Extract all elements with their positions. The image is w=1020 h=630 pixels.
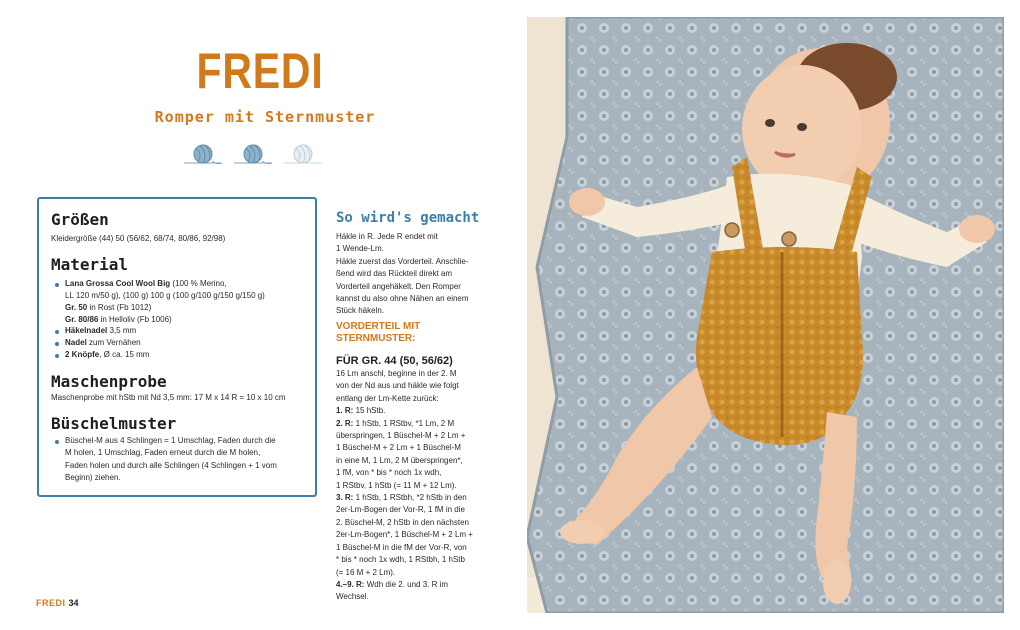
- material-item-text: 3,5 mm: [107, 326, 137, 335]
- bueschelmuster-line: Faden holen und durch alle Schlingen (4 Schlingen + 1 vom: [65, 460, 277, 470]
- instruction-text: * bis * noch 1x wdh, 1 RStbh, 1 hStb: [336, 555, 465, 565]
- bueschelmuster-item: [65, 435, 301, 485]
- intro-line: Vorderteil angehäkelt. Den Romper: [336, 281, 461, 291]
- material-item-text: (100 % Merino,: [170, 279, 227, 288]
- bullet-icon: [55, 283, 59, 287]
- groessen-heading: Größen: [51, 210, 109, 229]
- page-title: FREDI: [196, 43, 324, 99]
- instruction-line: [336, 517, 506, 529]
- material-item: [65, 337, 141, 349]
- material-item-text: LL 120 m/50 g), (100 g) 100 g (100 g/100 g/150 g/150 g): [65, 291, 265, 300]
- bueschelmuster-line: Büschel-M aus 4 Schlingen = 1 Umschlag, Faden durch die: [65, 436, 276, 445]
- instruction-line: [336, 418, 506, 430]
- instruction-line: [336, 368, 506, 380]
- bueschelmuster-heading: Büschelmuster: [51, 414, 177, 433]
- instruction-text: 1 Büschel-M in die fM der Vor-R, von: [336, 542, 467, 552]
- material-item-text: , Ø ca. 15 mm: [99, 350, 150, 359]
- intro-line: ßend wird das Rückteil direkt am: [336, 269, 453, 279]
- instruction-line: [336, 393, 506, 405]
- page-footer: [36, 598, 79, 608]
- instruction-line: [336, 542, 506, 554]
- maschenprobe-heading: Maschenprobe: [51, 372, 167, 391]
- intro-line: Häkle in R. Jede R endet mit: [336, 232, 438, 241]
- instruction-text: 1 hStb, 1 RStbv, *1 Lm, 2 M: [353, 418, 455, 428]
- instruction-text: 16 Lm anschl, beginne in der 2. M: [336, 369, 457, 378]
- material-item: [65, 325, 136, 337]
- instruction-line: [336, 579, 506, 591]
- instruction-text: 1 RStbv, 1 hStb (= 11 M + 12 Lm).: [336, 480, 457, 490]
- bullet-icon: [55, 330, 59, 334]
- instruction-line: [336, 567, 506, 579]
- instruction-text: Wdh die 2. und 3. R im: [364, 579, 449, 589]
- section-heading-line: STERNMUSTER:: [336, 333, 416, 344]
- yarn-ball-icon: [234, 143, 272, 167]
- material-item: [65, 290, 265, 302]
- instruction-line: [336, 405, 506, 417]
- page-number: 34: [68, 598, 79, 608]
- bullet-icon: [55, 440, 59, 444]
- section-heading: [336, 321, 420, 345]
- size-heading: FÜR GR. 44 (50, 56/62): [336, 355, 453, 367]
- row-label: 1. R:: [336, 406, 354, 416]
- instruction-text: 1 Büschel-M + 2 Lm + 1 Büschel-M: [336, 443, 461, 453]
- instruction-line: [336, 591, 506, 603]
- yarn-ball-outline-icon: [284, 143, 322, 167]
- bueschelmuster-line: Beginn) ziehen.: [65, 473, 121, 483]
- instruction-text: 15 hStb.: [353, 406, 386, 416]
- instruction-line: [336, 504, 506, 516]
- section-heading-line: VORDERTEIL MIT: [336, 321, 421, 332]
- instruction-line: [336, 467, 506, 479]
- row-label: 3. R:: [336, 493, 354, 503]
- material-item-bold: Gr. 80/86: [65, 315, 99, 324]
- instruction-line: [336, 380, 506, 392]
- instruction-text: 2. Büschel-M, 2 hStb in den nächsten: [336, 517, 469, 527]
- instruction-line: [336, 554, 506, 566]
- intro-line: Häkle zuerst das Vorderteil. Anschlie-: [336, 256, 469, 266]
- material-item-bold: Gr. 50: [65, 303, 88, 312]
- material-item-bold: Nadel: [65, 338, 87, 347]
- instruction-text: in eine M, 1 Lm, 2 M überspringen*,: [336, 455, 463, 465]
- row-label: 2. R:: [336, 418, 354, 428]
- instruction-line: [336, 529, 506, 541]
- intro-line: 1 Wende-Lm.: [336, 244, 384, 254]
- row-label: 4.–9. R:: [336, 579, 365, 589]
- intro-line: kannst du also ohne Nähen an einem: [336, 294, 469, 304]
- instructions-heading: So wird's gemacht: [336, 210, 480, 226]
- baby-photo: [527, 17, 1004, 613]
- groessen-text: Kleidergröße (44) 50 (56/62, 68/74, 80/86, 92/98): [51, 234, 226, 243]
- instruction-text: (= 16 M + 2 Lm).: [336, 567, 396, 577]
- instruction-text: überspringen, 1 Büschel-M + 2 Lm +: [336, 431, 466, 441]
- instructions-body: [336, 368, 506, 604]
- yarn-ball-icon: [184, 143, 222, 167]
- instructions-intro: [336, 231, 469, 318]
- material-item: [65, 278, 227, 290]
- instruction-text: 2er-Lm-Bogen der Vor-R, 1 fM in die: [336, 505, 465, 515]
- instruction-text: von der Nd aus und häkle wie folgt: [336, 381, 459, 391]
- material-item-bold: 2 Knöpfe: [65, 350, 100, 359]
- maschenprobe-text: Maschenprobe mit hStb mit Nd 3,5 mm: 17 M x 14 R = 10 x 10 cm: [51, 393, 286, 402]
- material-heading: Material: [51, 255, 129, 274]
- material-item-text: zum Vernähen: [86, 338, 141, 347]
- difficulty-rating: [184, 143, 334, 167]
- bullet-icon: [55, 354, 59, 358]
- instruction-text: 2er-Lm-Bogen*, 1 Büschel-M + 2 Lm +: [336, 530, 473, 540]
- instruction-text: 1 fM, von * bis * noch 1x wdh,: [336, 468, 442, 478]
- instruction-text: entlang der Lm-Kette zurück:: [336, 393, 439, 403]
- instruction-text: 1 hStb, 1 RStbh, *2 hStb in den: [353, 493, 467, 503]
- instruction-line: [336, 430, 506, 442]
- baby-illustration: [527, 17, 1004, 613]
- material-item-text: in Rost (Fb 1012): [87, 303, 152, 312]
- bueschelmuster-line: M holen, 1 Umschlag, Faden erneut durch die M holen,: [65, 448, 261, 458]
- instruction-text: Wechsel.: [336, 592, 369, 602]
- instruction-line: [336, 455, 506, 467]
- footer-name: FREDI: [36, 598, 66, 608]
- instruction-line: [336, 492, 506, 504]
- material-item-text: in Helloliv (Fb 1006): [98, 315, 172, 324]
- bullet-icon: [55, 342, 59, 346]
- intro-line: Stück häkeln.: [336, 306, 385, 316]
- material-item-bold: Lana Grossa Cool Wool Big: [65, 279, 171, 288]
- material-item-bold: Häkelnadel: [65, 326, 108, 335]
- instruction-line: [336, 480, 506, 492]
- instruction-line: [336, 442, 506, 454]
- page-subtitle: Romper mit Sternmuster: [154, 108, 376, 126]
- material-item: [65, 302, 151, 314]
- material-item: [65, 349, 149, 361]
